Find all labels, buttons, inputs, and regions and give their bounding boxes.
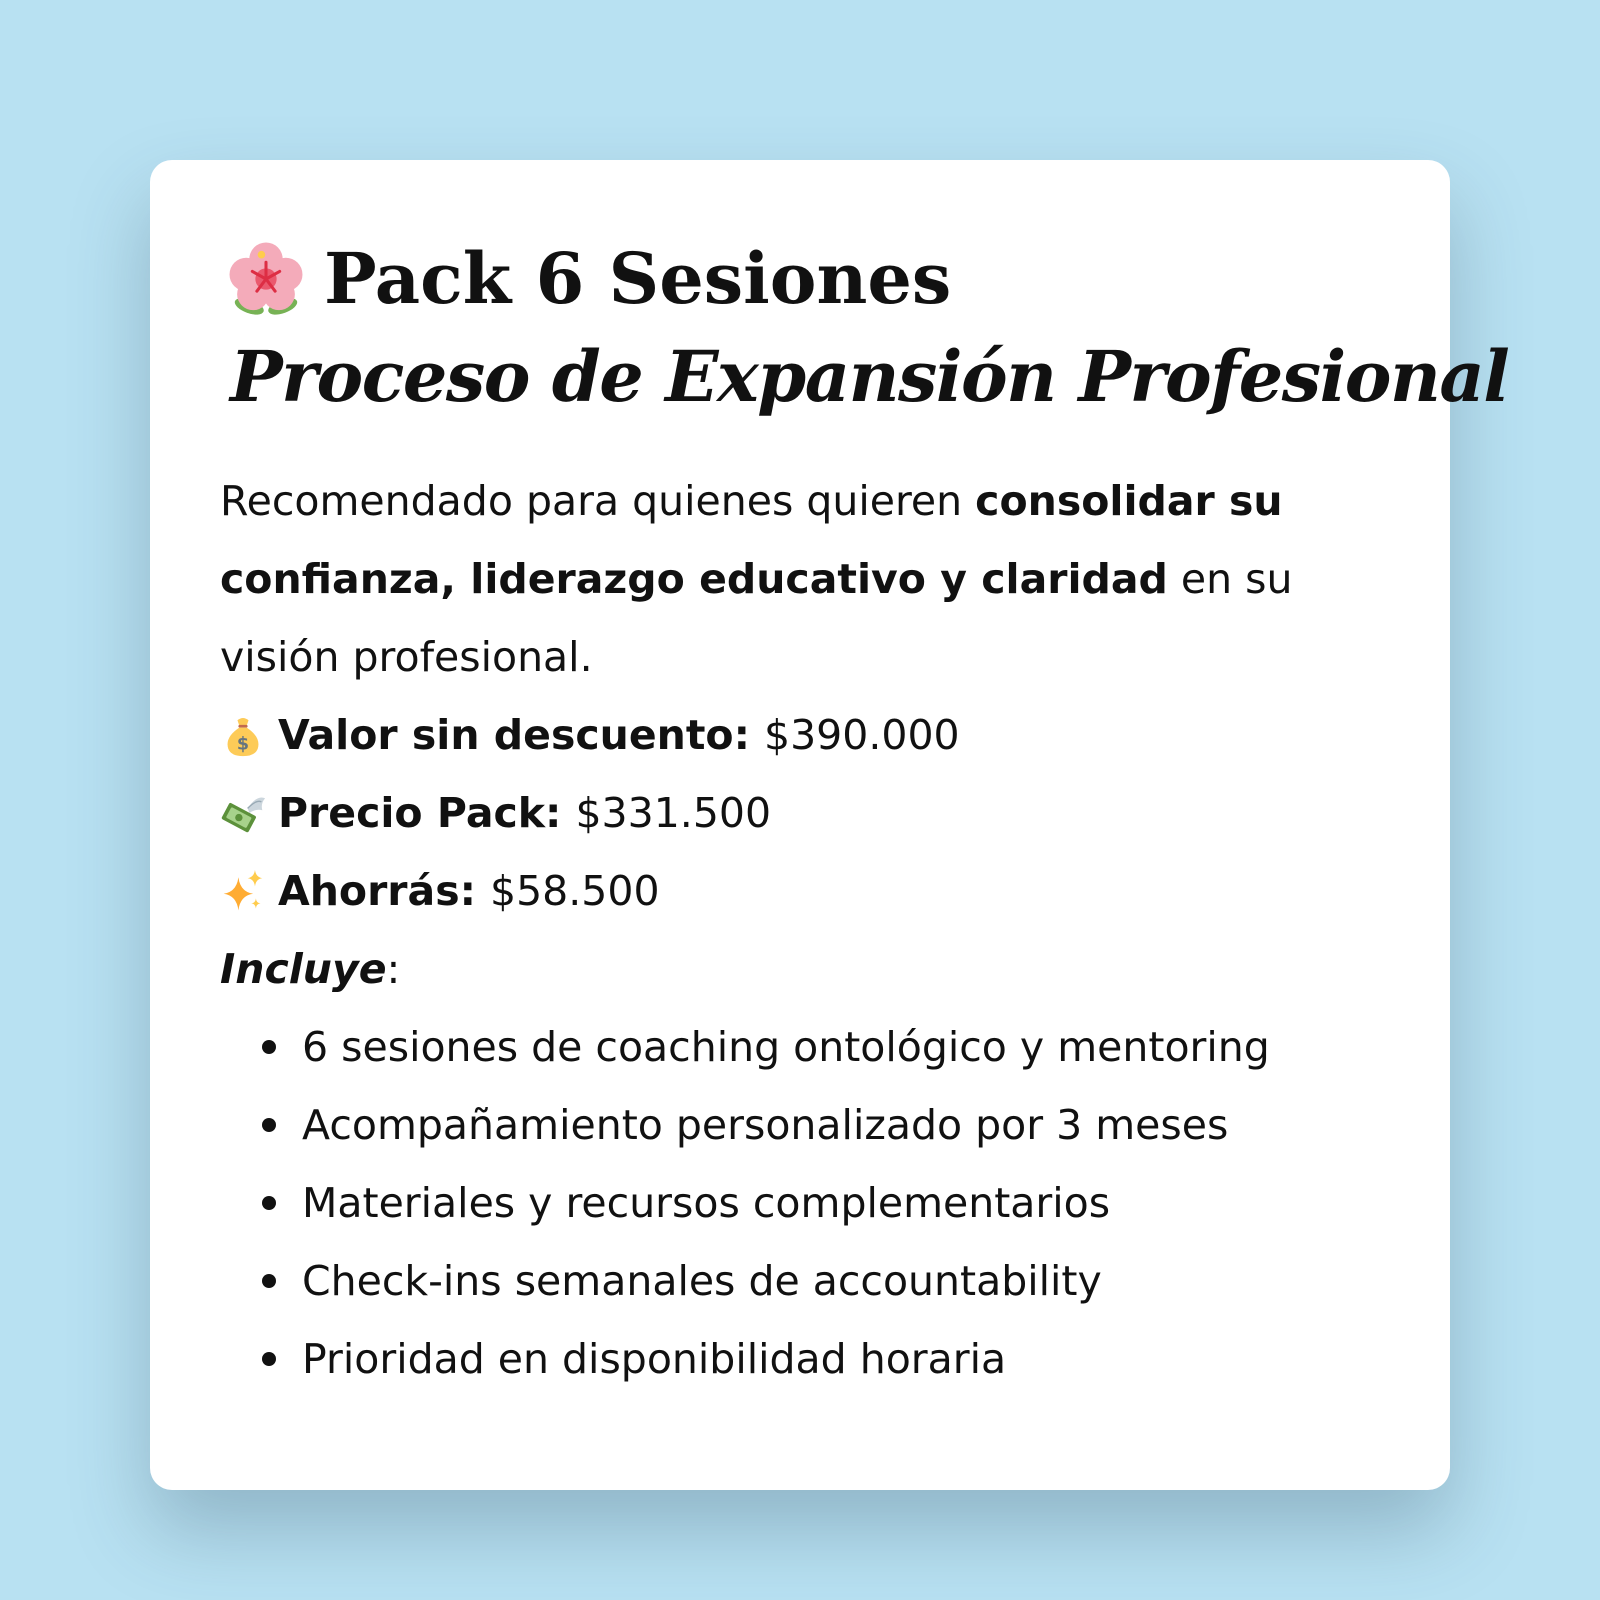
bullet-dot	[262, 1118, 276, 1132]
bullet-dot	[262, 1352, 276, 1366]
intro-text-part1: Recomendado para quienes quieren	[220, 477, 976, 525]
pack-title	[220, 230, 1380, 328]
svg-text:$: $	[236, 734, 250, 755]
list-item-text: Prioridad en disponibilidad horaria	[302, 1335, 1007, 1383]
price-value-pack: $331.500	[575, 789, 772, 837]
hibiscus-icon	[228, 241, 304, 317]
money-with-wings-icon	[220, 790, 266, 836]
list-item	[262, 1242, 1380, 1320]
pack-title-text: Pack 6 Sesiones	[324, 237, 952, 320]
includes-list	[220, 1008, 1380, 1398]
price-label-pack: Precio Pack:	[278, 789, 562, 837]
price-row-original	[220, 696, 1380, 774]
list-item	[262, 1320, 1380, 1398]
list-item	[262, 1164, 1380, 1242]
bullet-dot	[262, 1274, 276, 1288]
list-item	[262, 1008, 1380, 1086]
includes-heading	[220, 930, 1380, 1008]
intro-text-part2: en su visión profesional.	[220, 555, 1293, 681]
includes-heading-text: Incluye	[220, 945, 387, 993]
money-bag-icon	[220, 712, 266, 758]
intro-text-bold: consolidar su confianza, liderazgo educativo y claridad	[220, 477, 1283, 603]
list-item-text: Acompañamiento personalizado por 3 meses	[302, 1101, 1229, 1149]
price-row-savings	[220, 852, 1380, 930]
bullet-dot	[262, 1196, 276, 1210]
list-item-text: 6 sesiones de coaching ontológico y mentoring	[302, 1023, 1270, 1071]
pack-subtitle: Proceso de Expansión Profesional	[230, 335, 1509, 418]
list-item-text: Materiales y recursos complementarios	[302, 1179, 1111, 1227]
includes-heading-colon: :	[386, 945, 401, 993]
list-item	[262, 1086, 1380, 1164]
price-label-savings: Ahorrás:	[278, 867, 476, 915]
pack-card	[150, 160, 1509, 1490]
bullet-dot	[262, 1040, 276, 1054]
list-item-text: Check-ins semanales de accountability	[302, 1257, 1102, 1305]
sparkles-icon	[220, 868, 266, 914]
price-row-pack	[220, 774, 1380, 852]
price-value-original: $390.000	[764, 711, 960, 759]
price-label-original: Valor sin descuento:	[278, 711, 751, 759]
price-value-savings: $58.500	[490, 867, 660, 915]
intro-text	[220, 462, 1380, 696]
